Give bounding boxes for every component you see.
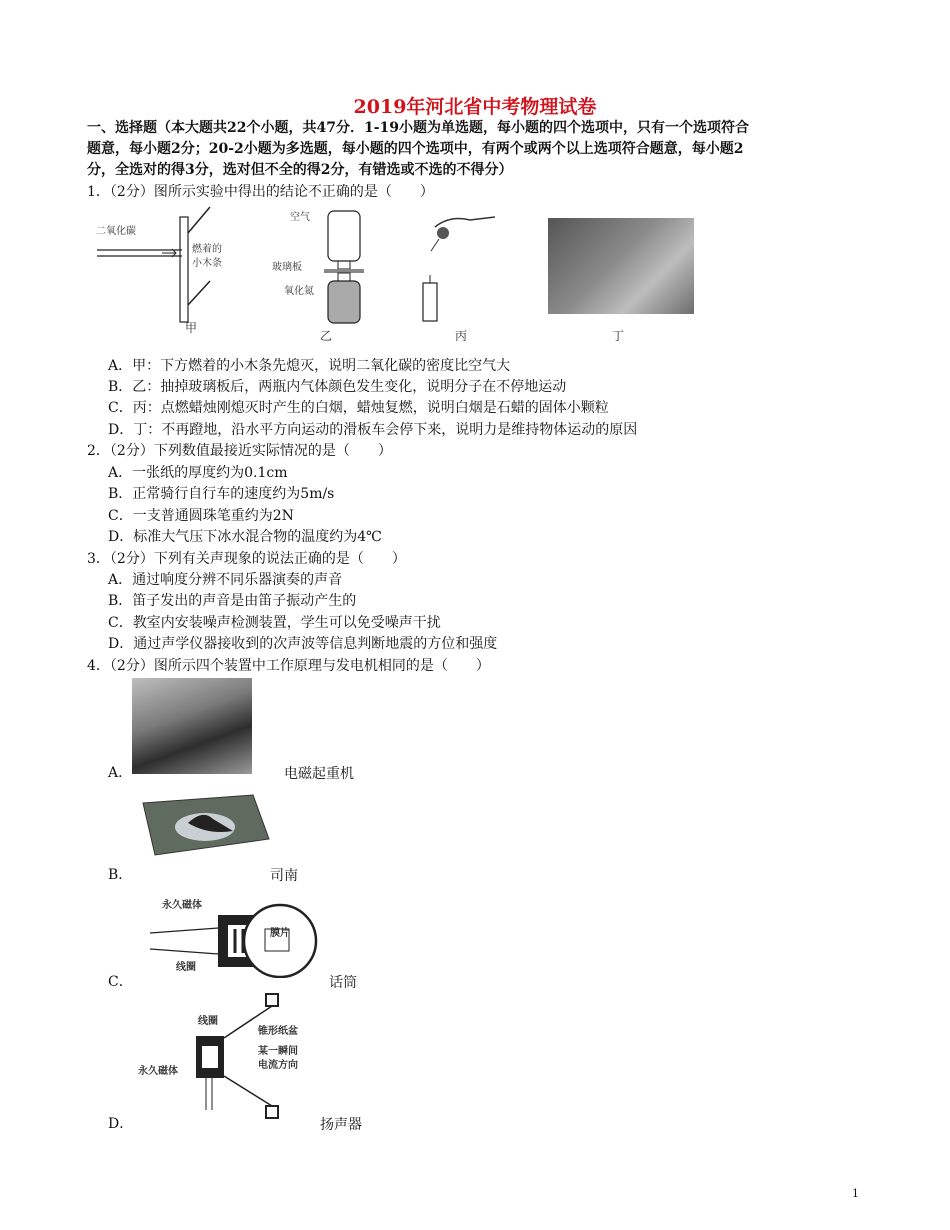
q1-option-b: B．乙：抽掉玻璃板后，两瓶内气体颜色发生变化，说明分子在不停地运动 <box>108 379 567 395</box>
q2-option-b: B．正常骑行自行车的速度约为5m/s <box>108 486 335 502</box>
option-d-magnet-label: 永久磁体 <box>138 1066 178 1077</box>
figure-yi-glass-label: 玻璃板 <box>272 262 302 273</box>
q3-option-d: D．通过声学仪器接收到的次声波等信息判断地震的方位和强度 <box>108 636 498 652</box>
q1-option-a: A．甲：下方燃着的小木条先熄灭，说明二氧化碳的密度比空气大 <box>108 358 511 374</box>
q4-stem: 4．（2分）图所示四个装置中工作原理与发电机相同的是（ ） <box>87 658 490 674</box>
figure-yi-gas-label: 氧化氮 <box>284 286 314 297</box>
section-instructions-line-2: 题意，每小题2分；20-2小题为多选题，每小题的四个选项中，有两个或两个以上选项符合题意，每小题2 <box>87 141 744 157</box>
q3-stem: 3．（2分）下列有关声现象的说法正确的是（ ） <box>87 551 406 567</box>
q3-option-c: C．教室内安装噪声检测装置，学生可以免受噪声干扰 <box>108 615 441 631</box>
section-instructions-line-1: 一、选择题（本大题共22个小题，共47分．1-19小题为单选题，每小题的四个选项中，只有一个选项符合 <box>87 120 749 136</box>
q4-option-d-caption: 扬声器 <box>320 1117 362 1133</box>
option-d-cone-label: 锥形纸盆 <box>258 1026 298 1037</box>
q4-option-b-letter: B． <box>108 867 133 883</box>
q3-option-b: B．笛子发出的声音是由笛子振动产生的 <box>108 593 357 609</box>
q4-option-b-caption: 司南 <box>270 868 298 884</box>
figure-bing <box>415 205 505 325</box>
q4-option-c-letter: C． <box>108 974 133 990</box>
q3-option-a: A．通过响度分辨不同乐器演奏的声音 <box>108 572 343 588</box>
option-b-sinan-image <box>133 793 273 859</box>
option-c-film-label: 膜片 <box>270 928 290 939</box>
option-d-current-label-2: 电流方向 <box>258 1060 298 1071</box>
figure-bing-label: 丙 <box>455 329 468 343</box>
option-d-coil-label: 线圈 <box>198 1016 218 1027</box>
figure-ding-photo <box>548 218 694 314</box>
figure-jia-label: 甲 <box>185 321 198 335</box>
q1-stem: 1．（2分）图所示实验中得出的结论不正确的是（ ） <box>87 184 434 200</box>
figure-ding-label: 丁 <box>612 329 625 343</box>
page-number: 1 <box>852 1187 859 1200</box>
option-c-coil-label: 线圈 <box>176 962 196 973</box>
q4-option-a-letter: A． <box>108 765 133 781</box>
option-a-crane-photo <box>132 678 252 774</box>
q2-option-a: A．一张纸的厚度约为0.1cm <box>108 465 288 481</box>
q4-option-d-letter: D． <box>108 1116 134 1132</box>
figure-jia-stick-label-2: 小木条 <box>192 258 222 269</box>
figure-yi-label: 乙 <box>320 329 333 343</box>
figure-jia-co2-label: 二氧化碳 <box>96 226 136 237</box>
option-d-current-label-1: 某一瞬间 <box>258 1046 298 1057</box>
figure-yi-air-label: 空气 <box>290 212 310 223</box>
page-title: 2019年河北省中考物理试卷 <box>353 96 597 118</box>
q1-option-d: D．丁：不再蹬地，沿水平方向运动的滑板车会停下来，说明力是维持物体运动的原因 <box>108 422 638 438</box>
q2-option-d: D．标准大气压下冰水混合物的温度约为4℃ <box>108 529 382 545</box>
figure-jia-stick-label-1: 燃着的 <box>192 244 222 255</box>
q2-option-c: C．一支普通圆珠笔重约为2N <box>108 508 294 524</box>
q4-option-c-caption: 话筒 <box>329 975 357 991</box>
q2-stem: 2．（2分）下列数值最接近实际情况的是（ ） <box>87 443 392 459</box>
option-c-magnet-label: 永久磁体 <box>162 900 202 911</box>
section-instructions-line-3: 分，全选对的得3分，选对但不全的得2分，有错选或不选的不得分） <box>87 162 513 178</box>
q4-option-a-caption: 电磁起重机 <box>284 766 354 782</box>
figure-jia <box>92 205 242 335</box>
q1-option-c: C．丙：点燃蜡烛刚熄灭时产生的白烟，蜡烛复燃，说明白烟是石蜡的固体小颗粒 <box>108 400 609 416</box>
